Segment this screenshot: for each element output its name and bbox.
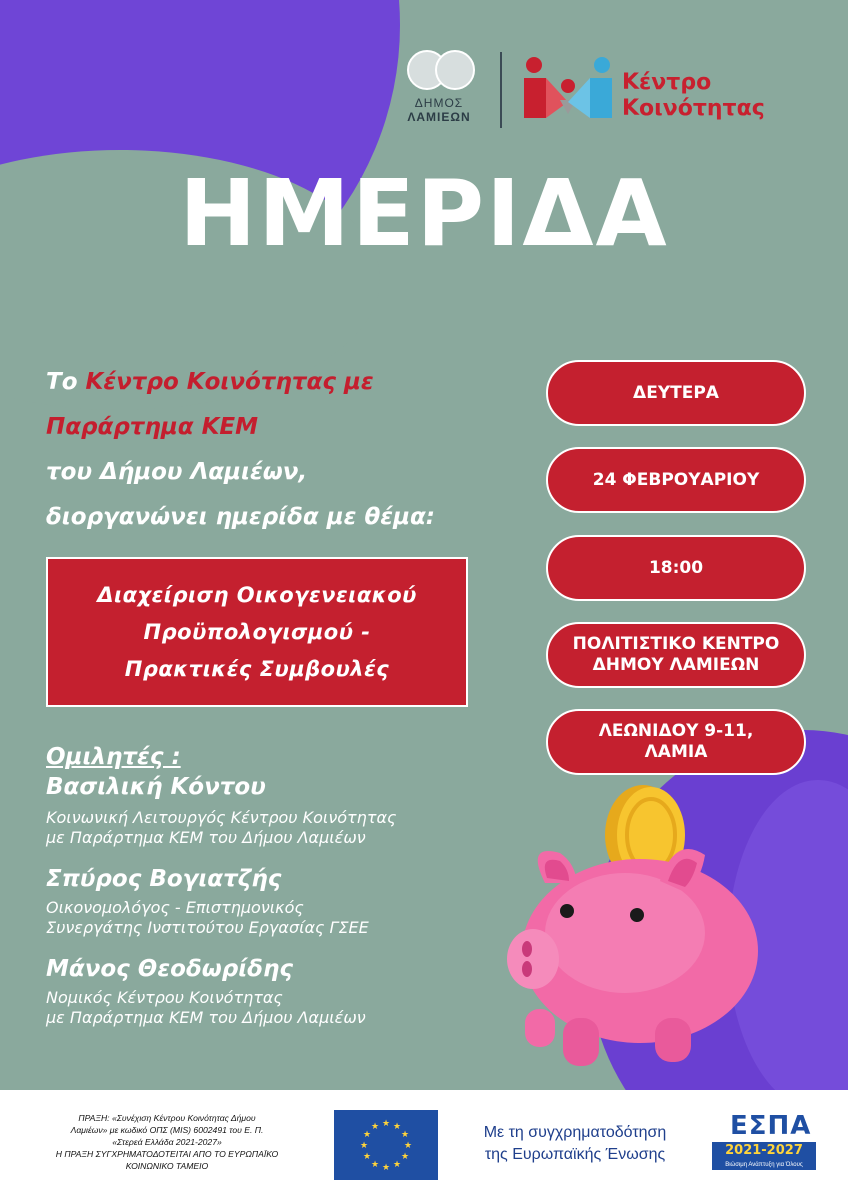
- center-logo-line1: Κέντρο: [622, 70, 712, 95]
- svg-text:★: ★: [381, 1119, 391, 1129]
- svg-text:★: ★: [392, 1122, 402, 1132]
- intro-red-2: Παράρτημα ΚΕΜ: [46, 414, 258, 440]
- project-info-line: Λαμιέων» με κωδικό ΟΠΣ (MIS) 6002491 του Ε. Π.: [70, 1125, 264, 1135]
- date-text: 24 ΦΕΒΡΟΥΑΡΙΟΥ: [592, 469, 760, 490]
- svg-text:★: ★: [400, 1130, 410, 1140]
- project-info-line: Η ΠΡΑΞΗ ΣΥΓΧΡΗΜΑΤΟΔΟΤΕΙΤΑΙ ΑΠΟ ΤΟ ΕΥΡΩΠΑΪΚΟ: [55, 1149, 279, 1159]
- municipality-emblem-icon: [405, 50, 473, 92]
- topic-line2: Προϋπολογισμού -: [143, 619, 371, 644]
- venue-line1: ΠΟΛΙΤΙΣΤΙΚΟ ΚΕΝΤΡΟ: [572, 634, 780, 654]
- project-info-line: «Στερεά Ελλάδα 2021-2027»: [112, 1137, 222, 1147]
- eu-flag-icon: [334, 1110, 438, 1180]
- municipality-logo: [398, 50, 480, 124]
- day-pill: [546, 360, 806, 426]
- espa-tagline: Βιώσιμη Ανάπτυξη για Όλους: [712, 1160, 816, 1170]
- speaker-name: Βασιλική Κόντου: [46, 774, 266, 800]
- speaker-2: [46, 864, 506, 938]
- speaker-3: [46, 954, 506, 1028]
- intro-red-1: Κέντρο Κοινότητας με: [85, 369, 374, 395]
- page-title: ΗΜΕΡΙΔΑ: [179, 160, 669, 267]
- community-center-logo: [522, 56, 792, 128]
- speakers-heading: Ομιλητές :: [46, 744, 181, 770]
- espa-logo: [712, 1112, 816, 1178]
- municipality-logo-line1: ΔΗΜΟΣ: [414, 96, 464, 110]
- speaker-name: Μάνος Θεοδωρίδης: [46, 956, 293, 982]
- speaker-role: Νομικός Κέντρου Κοινότητας: [46, 988, 283, 1007]
- venue-pill: [546, 622, 806, 688]
- speakers-section: [46, 742, 506, 1028]
- date-pill: [546, 447, 806, 513]
- speaker-role: Οικονομολόγος - Επιστημονικός: [46, 898, 304, 917]
- speaker-role: με Παράρτημα ΚΕΜ του Δήμου Λαμιέων: [46, 828, 366, 847]
- project-info: [36, 1112, 298, 1172]
- eu-line1: Με τη συγχρηματοδότηση: [483, 1124, 667, 1141]
- speaker-role: με Παράρτημα ΚΕΜ του Δήμου Λαμιέων: [46, 1008, 366, 1027]
- svg-text:★: ★: [359, 1141, 369, 1151]
- address-line2: ΛΑΜΙΑ: [644, 742, 708, 762]
- project-info-line: ΠΡΑΞΗ: «Συνέχιση Κέντρου Κοινότητας Δήμου: [78, 1113, 256, 1123]
- espa-name: ΕΣΠΑ: [730, 1111, 812, 1141]
- speaker-role: Κοινωνική Λειτουργός Κέντρου Κοινότητας: [46, 808, 397, 827]
- eu-cofunding-text: [452, 1122, 698, 1166]
- footer: [0, 1090, 848, 1200]
- time-pill: [546, 535, 806, 601]
- intro-line4: διοργανώνει ημερίδα με θέμα:: [46, 504, 435, 530]
- topic-box: [46, 557, 468, 707]
- day-text: ΔΕΥΤΕΡΑ: [633, 382, 719, 403]
- venue-line2: ΔΗΜΟΥ ΛΑΜΙΕΩΝ: [592, 655, 760, 675]
- svg-text:★: ★: [392, 1160, 402, 1170]
- address-line1: ΛΕΩΝΙΔΟΥ 9-11,: [598, 721, 754, 741]
- speaker-role: Συνεργάτης Ινστιτούτου Εργασίας ΓΣΕΕ: [46, 918, 369, 937]
- piggy-bank-icon: [505, 783, 765, 1073]
- svg-text:★: ★: [362, 1130, 372, 1140]
- svg-text:★: ★: [400, 1152, 410, 1162]
- topic-line1: Διαχείριση Οικογενειακού: [97, 582, 417, 607]
- espa-years: 2021-2027: [712, 1142, 816, 1160]
- svg-text:★: ★: [403, 1141, 413, 1151]
- intro-text: [46, 360, 506, 540]
- time-text: 18:00: [648, 557, 704, 578]
- svg-text:★: ★: [370, 1122, 380, 1132]
- project-info-line: ΚΟΙΝΩΝΙΚΟ ΤΑΜΕΙΟ: [125, 1161, 209, 1171]
- center-logo-icon: [522, 56, 614, 122]
- speaker-1: [46, 772, 506, 848]
- svg-text:★: ★: [362, 1152, 372, 1162]
- intro-line3: του Δήμου Λαμιέων,: [46, 459, 308, 485]
- svg-text:★: ★: [370, 1160, 380, 1170]
- topic-line3: Πρακτικές Συμβουλές: [124, 656, 390, 681]
- address-pill: [546, 709, 806, 775]
- eu-line2: της Ευρωπαϊκής Ένωσης: [484, 1146, 666, 1163]
- intro-prefix: Το: [46, 369, 78, 395]
- center-logo-line2: Κοινότητας: [622, 96, 765, 121]
- municipality-logo-line2: ΛΑΜΙΕΩΝ: [407, 110, 471, 124]
- logo-divider: [500, 52, 502, 128]
- svg-text:★: ★: [381, 1163, 391, 1173]
- speaker-name: Σπύρος Βογιατζής: [46, 866, 282, 892]
